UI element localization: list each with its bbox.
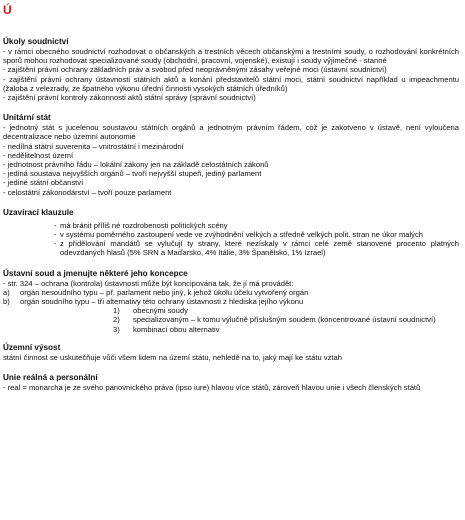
section-title: Ústavní soud a jmenujte některé jeho koncepce [3,268,188,278]
list-item-text: má bránit příliš né rozdrobenosti politických scény [60,220,228,230]
list-item: - jediné státní občanství [3,178,84,188]
list-bullet: - [54,220,57,230]
list-number: 3) [113,324,120,334]
list-item [3,230,459,239]
paragraph: - real = monarcha je ze svého panovnického práva (ipso iure) hlavou více států, zároveň hlavou unie i všech členských států [3,383,421,393]
section-title: Unitární stát [3,113,51,123]
section-ukoly-soudnictvi [3,37,459,102]
list-number: 2) [113,315,120,325]
list-item-text: orgán nesoudního typu – př. parlament nebo jiný, k jehož úkolu účelu vytvořený orgán [20,287,309,297]
paragraph: - str. 324 – ochrana (kontrola) ústavnosti může být koncipována tak, že jí má provádět: [3,278,294,288]
list-item-text: z přidělování mandátů se vylučují ty strany, které nezískaly v rámci celé země stanovené procento platných odevzdaných hlasů (5% SRN a Maďarsko, 4% Itálie, 3% Španělsko, 1% Izrael) [60,239,459,258]
list-item: - jediná soustava nejvyšších orgánů – tvoří nejvyšší stupeň, jediný parlament [3,169,262,179]
list-item-text: obecnými soudy [133,306,188,316]
list-item: - celostátní zákonodárství – tvoří pouze parlament [3,187,172,197]
paragraph: - zajištění právní ochrany základních práv a svobod před neoprávněnými zásahy veřejné moci (ústavní soudnictví) [3,65,387,75]
list-item [3,306,459,315]
paragraph: - zajištění právní ochrany ústavnosti státních aktů a konání představitelů státní moci, státní soudnictví například u impeachmentu (žaloba z velezrady, ze špatného výkonu úřední činnosti vysokých státních úředníků) [3,74,459,93]
list-item: - jednotnost právního řádu – lokální zákony jen na základě celostátních zákonů [3,160,269,170]
list-item-text: orgán soudního typu – tři alternativy této ochrany ústavnosti z hlediska jejího výkonu [20,297,304,307]
section-unitarni-stat [3,113,459,197]
list-item [3,315,459,324]
list-bullet: - [54,230,57,240]
list-item-text: v systému poměrného zastoupení vede ve zvýhodnění velkých a středně velkých polit. stran ne úkor malých [60,230,424,240]
section-unie [3,373,459,392]
list-item [3,288,459,297]
document-title: Ú [3,3,12,17]
list-letter: a) [3,287,10,297]
section-uzemni-vysost [3,343,459,362]
list-item [3,221,459,230]
paragraph: - v rámci obecného soudnictví rozhodovat o občanských a trestních věcech občanskými a trestními soudy, o rozhodování konkrétních sporů mohou rozhodovat specializované soudy (obchodní, pracovní, vojenské), existují i soudy výjimečné - stanné [3,47,459,66]
list-letter: b) [3,297,10,307]
list-item: - nedělitelnost území [3,150,74,160]
list-item [3,239,459,257]
list-number: 1) [113,306,120,316]
list-item [3,297,459,306]
section-ustavni-soud [3,269,459,334]
section-title: Úkoly soudnictví [3,37,69,46]
section-uzaviraci-klauzule [3,208,459,258]
paragraph: - zajištění právní kontroly zákonnosti aktů státní správy (správní soudnictví) [3,93,256,103]
section-title: Územní výsost [3,342,61,352]
list-item: - nedílná státní suverenita – vnitrostátní i mezinárodní [3,141,184,151]
section-title: Unie reálná a personální [3,373,98,383]
paragraph: státní činnost se uskutečňuje vůči všem lidem na území státu, nehledě na to, jaký mají ke státu vztah [3,352,342,362]
section-title: Uzavírací klauzule [3,207,74,217]
list-item [3,325,459,334]
list-item-text: specializovaným – k tomu výlučně příslušným soudem (koncentrované ústavní soudnictví) [133,315,436,325]
paragraph: - jednotný stát s jucelenou soustavou státních orgánů a jednotným právním řádem, což je zakotveno v ústavě, není vyloučena decentralizace nebo územní autonomie [3,123,459,142]
list-bullet: - [54,239,57,249]
list-item-text: kombinací obou alternativ [133,324,220,334]
